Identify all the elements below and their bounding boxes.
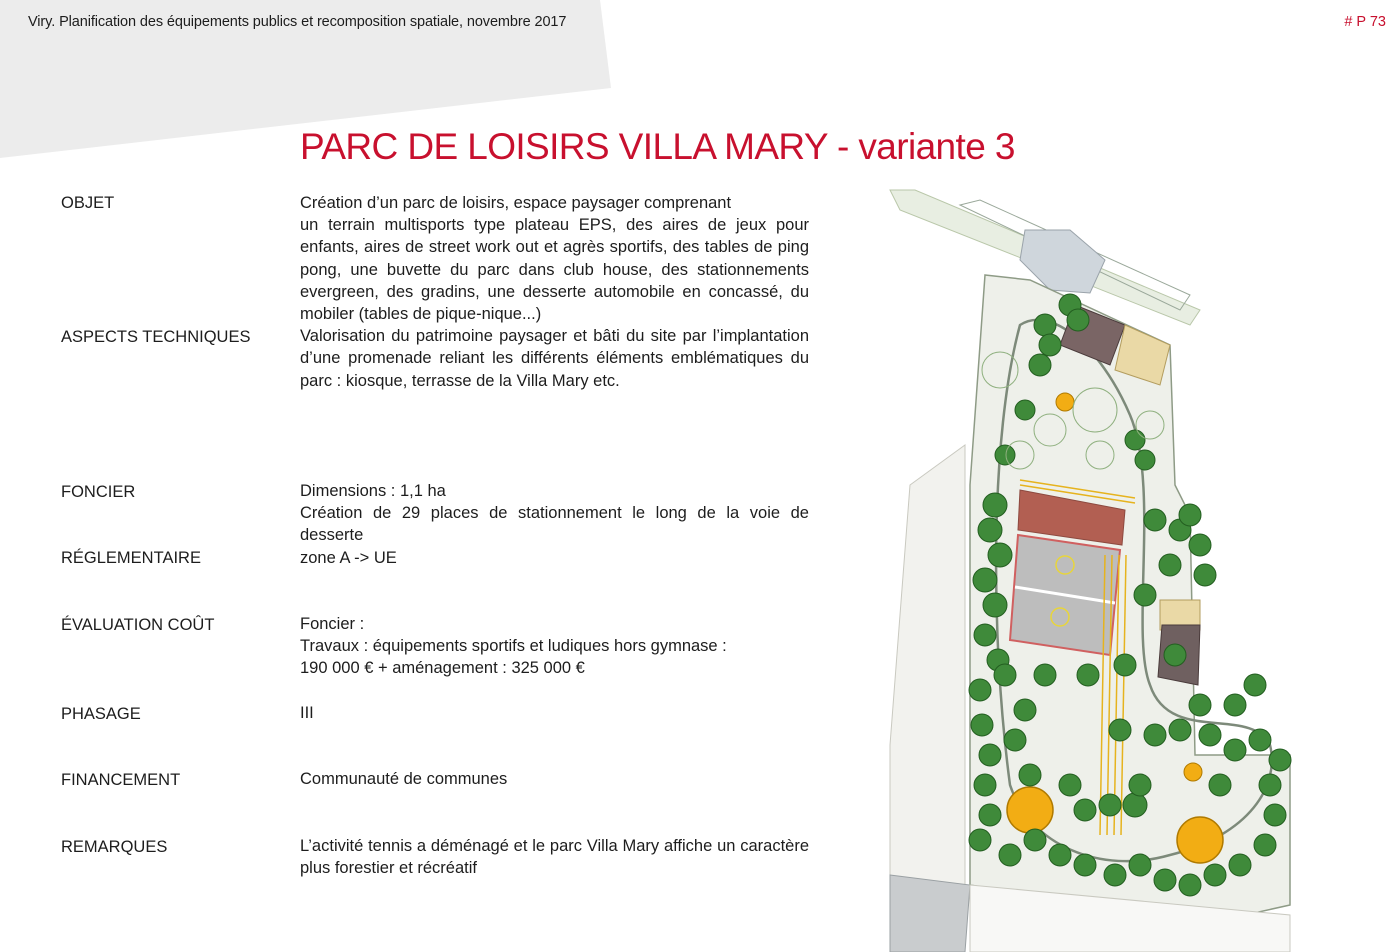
page-number: # P 73 (1344, 14, 1386, 30)
objet-text (300, 192, 809, 392)
label-remarques: REMARQUES (61, 838, 168, 856)
play-area-2 (1177, 817, 1223, 863)
label-financement: FINANCEMENT (61, 771, 181, 789)
objet-line-2: un terrain multisports type plateau EPS, des aires de jeux pour enfants, aires de street work out et agrès sportifs, des tables de ping pong, une buvette du parc dans club house, des stationnements evergreen, des gradins, une desserte automobile en concassé, du mobiler (tables de pique-nique...) (300, 216, 809, 324)
financement-value: Communauté de communes (300, 770, 508, 788)
label-evaluation-cout: ÉVALUATION COÛT (61, 616, 215, 634)
reglementaire-text: zone A -> UE (300, 548, 397, 567)
label-phasage: PHASAGE (61, 705, 141, 723)
foncier-line-1: Dimensions : 1,1 ha (300, 482, 446, 500)
remarques-value: L’activité tennis a déménagé et le parc Villa Mary affiche un caractère plus forestier et récréatif (300, 837, 809, 878)
site-plan (870, 185, 1310, 952)
cout-line-2: Travaux : équipements sportifs et ludiques hors gymnase : (300, 637, 727, 656)
label-reglementaire: RÉGLEMENTAIRE (61, 549, 201, 567)
financement-text (300, 768, 809, 790)
foncier-line-2: Création de 29 places de stationnement le long de la voie de desserte (300, 504, 809, 545)
play-area-1 (1007, 787, 1053, 833)
label-aspects-techniques: ASPECTS TECHNIQUES (61, 328, 251, 346)
label-foncier: FONCIER (61, 483, 136, 501)
cout-line-3: 190 000 € + aménagement : 325 000 € (300, 659, 585, 678)
page-title: PARC DE LOISIRS VILLA MARY - variante 3 (300, 126, 1015, 167)
aspects-techniques-text: Valorisation du patrimoine paysager et bâti du site par l’implantation d’une promenade reliant les différents éléments emblématiques du parc : kiosque, terrasse de la Villa Mary etc. (300, 327, 809, 390)
phasage-value: III (300, 704, 314, 722)
phasage-text (300, 702, 809, 724)
objet-line-1: Création d’un parc de loisirs, espace paysager comprenant (300, 194, 732, 212)
foncier-text (300, 480, 809, 569)
label-objet: OBJET (61, 194, 115, 212)
remarques-text (300, 835, 809, 879)
document-title: Viry. Planification des équipements publics et recomposition spatiale, novembre 2017 (28, 14, 567, 30)
evaluation-cout-text (300, 613, 809, 680)
cout-line-1: Foncier : (300, 615, 365, 633)
